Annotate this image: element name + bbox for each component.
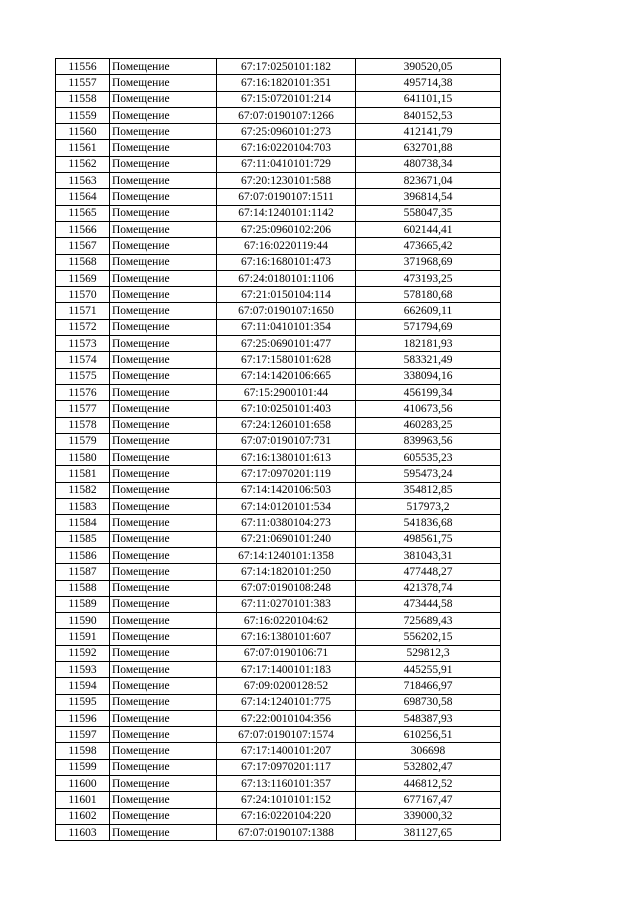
row-number-cell: 11575 xyxy=(56,368,110,384)
row-number-cell: 11603 xyxy=(56,824,110,840)
row-number-cell: 11572 xyxy=(56,319,110,335)
cadastral-value-cell: 390520,05 xyxy=(356,59,501,75)
cadastral-value-cell: 381127,65 xyxy=(356,824,501,840)
table-row xyxy=(56,482,501,498)
row-number-cell: 11566 xyxy=(56,221,110,237)
table-row xyxy=(56,629,501,645)
cadastral-value-cell: 306698 xyxy=(356,743,501,759)
row-number-cell: 11557 xyxy=(56,75,110,91)
row-number-cell: 11593 xyxy=(56,661,110,677)
cadastral-number-cell: 67:11:0270101:383 xyxy=(217,596,356,612)
table-row xyxy=(56,515,501,531)
table-row xyxy=(56,189,501,205)
cadastral-value-cell: 578180,68 xyxy=(356,287,501,303)
cadastral-value-cell: 498561,75 xyxy=(356,531,501,547)
cadastral-number-cell: 67:14:1420106:665 xyxy=(217,368,356,384)
cadastral-number-cell: 67:17:1400101:183 xyxy=(217,661,356,677)
object-type-cell: Помещение xyxy=(110,205,217,221)
cadastral-number-cell: 67:16:1380101:613 xyxy=(217,450,356,466)
table-row xyxy=(56,124,501,140)
table-row xyxy=(56,450,501,466)
object-type-cell: Помещение xyxy=(110,173,217,189)
row-number-cell: 11571 xyxy=(56,303,110,319)
cadastral-value-cell: 338094,16 xyxy=(356,368,501,384)
cadastral-value-cell: 602144,41 xyxy=(356,221,501,237)
object-type-cell: Помещение xyxy=(110,678,217,694)
table-row xyxy=(56,173,501,189)
cadastral-number-cell: 67:14:1240101:775 xyxy=(217,694,356,710)
cadastral-number-cell: 67:21:0690101:240 xyxy=(217,531,356,547)
cadastral-number-cell: 67:22:0010104:356 xyxy=(217,710,356,726)
object-type-cell: Помещение xyxy=(110,824,217,840)
cadastral-value-cell: 548387,93 xyxy=(356,710,501,726)
row-number-cell: 11562 xyxy=(56,156,110,172)
cadastral-number-cell: 67:13:1160101:357 xyxy=(217,776,356,792)
object-type-cell: Помещение xyxy=(110,499,217,515)
table-row xyxy=(56,352,501,368)
row-number-cell: 11565 xyxy=(56,205,110,221)
row-number-cell: 11590 xyxy=(56,613,110,629)
row-number-cell: 11574 xyxy=(56,352,110,368)
cadastral-value-cell: 412141,79 xyxy=(356,124,501,140)
cadastral-number-cell: 67:07:0190107:731 xyxy=(217,433,356,449)
cadastral-number-cell: 67:16:0220119:44 xyxy=(217,238,356,254)
table-row xyxy=(56,661,501,677)
table-row xyxy=(56,727,501,743)
cadastral-number-cell: 67:10:0250101:403 xyxy=(217,401,356,417)
table-row xyxy=(56,59,501,75)
cadastral-number-cell: 67:09:0200128:52 xyxy=(217,678,356,694)
cadastral-value-cell: 605535,23 xyxy=(356,450,501,466)
table-row xyxy=(56,417,501,433)
object-type-cell: Помещение xyxy=(110,564,217,580)
object-type-cell: Помещение xyxy=(110,629,217,645)
table-row xyxy=(56,205,501,221)
row-number-cell: 11594 xyxy=(56,678,110,694)
row-number-cell: 11597 xyxy=(56,727,110,743)
row-number-cell: 11583 xyxy=(56,499,110,515)
cadastral-number-cell: 67:07:0190107:1388 xyxy=(217,824,356,840)
cadastral-value-cell: 473193,25 xyxy=(356,270,501,286)
table-row xyxy=(56,238,501,254)
row-number-cell: 11564 xyxy=(56,189,110,205)
table-row xyxy=(56,645,501,661)
object-type-cell: Помещение xyxy=(110,531,217,547)
object-type-cell: Помещение xyxy=(110,75,217,91)
cadastral-number-cell: 67:07:0190107:1266 xyxy=(217,107,356,123)
cadastral-number-cell: 67:21:0150104:114 xyxy=(217,287,356,303)
object-type-cell: Помещение xyxy=(110,759,217,775)
table-row xyxy=(56,384,501,400)
cadastral-value-cell: 556202,15 xyxy=(356,629,501,645)
object-type-cell: Помещение xyxy=(110,808,217,824)
cadastral-number-cell: 67:07:0190106:71 xyxy=(217,645,356,661)
row-number-cell: 11559 xyxy=(56,107,110,123)
object-type-cell: Помещение xyxy=(110,401,217,417)
object-type-cell: Помещение xyxy=(110,368,217,384)
cadastral-value-cell: 339000,32 xyxy=(356,808,501,824)
object-type-cell: Помещение xyxy=(110,254,217,270)
object-type-cell: Помещение xyxy=(110,91,217,107)
cadastral-value-cell: 477448,27 xyxy=(356,564,501,580)
object-type-cell: Помещение xyxy=(110,336,217,352)
row-number-cell: 11598 xyxy=(56,743,110,759)
row-number-cell: 11573 xyxy=(56,336,110,352)
object-type-cell: Помещение xyxy=(110,417,217,433)
cadastral-number-cell: 67:25:0690101:477 xyxy=(217,336,356,352)
row-number-cell: 11582 xyxy=(56,482,110,498)
object-type-cell: Помещение xyxy=(110,450,217,466)
row-number-cell: 11587 xyxy=(56,564,110,580)
cadastral-value-cell: 381043,31 xyxy=(356,547,501,563)
cadastral-number-cell: 67:17:0250101:182 xyxy=(217,59,356,75)
cadastral-number-cell: 67:11:0410101:729 xyxy=(217,156,356,172)
cadastral-number-cell: 67:07:0190108:248 xyxy=(217,580,356,596)
table-row xyxy=(56,547,501,563)
table-row xyxy=(56,336,501,352)
row-number-cell: 11576 xyxy=(56,384,110,400)
table-row xyxy=(56,694,501,710)
row-number-cell: 11599 xyxy=(56,759,110,775)
object-type-cell: Помещение xyxy=(110,645,217,661)
row-number-cell: 11600 xyxy=(56,776,110,792)
cadastral-value-cell: 725689,43 xyxy=(356,613,501,629)
table-row xyxy=(56,499,501,515)
object-type-cell: Помещение xyxy=(110,792,217,808)
object-type-cell: Помещение xyxy=(110,515,217,531)
table-row xyxy=(56,156,501,172)
object-type-cell: Помещение xyxy=(110,352,217,368)
object-type-cell: Помещение xyxy=(110,189,217,205)
row-number-cell: 11581 xyxy=(56,466,110,482)
table-row xyxy=(56,710,501,726)
row-number-cell: 11570 xyxy=(56,287,110,303)
object-type-cell: Помещение xyxy=(110,710,217,726)
cadastral-value-cell: 840152,53 xyxy=(356,107,501,123)
cadastral-value-cell: 541836,68 xyxy=(356,515,501,531)
cadastral-number-cell: 67:07:0190107:1650 xyxy=(217,303,356,319)
cadastral-number-cell: 67:24:1010101:152 xyxy=(217,792,356,808)
table-row xyxy=(56,776,501,792)
table-row xyxy=(56,75,501,91)
cadastral-number-cell: 67:16:1380101:607 xyxy=(217,629,356,645)
cadastral-number-cell: 67:25:0960102:206 xyxy=(217,221,356,237)
table-row xyxy=(56,531,501,547)
row-number-cell: 11591 xyxy=(56,629,110,645)
cadastral-value-cell: 558047,35 xyxy=(356,205,501,221)
object-type-cell: Помещение xyxy=(110,156,217,172)
table-row xyxy=(56,270,501,286)
cadastral-value-cell: 823671,04 xyxy=(356,173,501,189)
row-number-cell: 11589 xyxy=(56,596,110,612)
cadastral-number-cell: 67:20:1230101:588 xyxy=(217,173,356,189)
cadastral-number-cell: 67:14:1240101:1358 xyxy=(217,547,356,563)
cadastral-value-cell: 698730,58 xyxy=(356,694,501,710)
cadastral-value-cell: 529812,3 xyxy=(356,645,501,661)
cadastral-value-cell: 610256,51 xyxy=(356,727,501,743)
object-type-cell: Помещение xyxy=(110,776,217,792)
table-row xyxy=(56,824,501,840)
cadastral-value-cell: 446812,52 xyxy=(356,776,501,792)
object-type-cell: Помещение xyxy=(110,433,217,449)
cadastral-number-cell: 67:25:0960101:273 xyxy=(217,124,356,140)
cadastral-value-cell: 460283,25 xyxy=(356,417,501,433)
cadastral-number-cell: 67:14:1820101:250 xyxy=(217,564,356,580)
cadastral-value-cell: 371968,69 xyxy=(356,254,501,270)
cadastral-value-cell: 583321,49 xyxy=(356,352,501,368)
table-row xyxy=(56,433,501,449)
cadastral-value-cell: 445255,91 xyxy=(356,661,501,677)
cadastral-value-cell: 480738,34 xyxy=(356,156,501,172)
cadastral-number-cell: 67:15:2900101:44 xyxy=(217,384,356,400)
row-number-cell: 11556 xyxy=(56,59,110,75)
cadastral-value-cell: 421378,74 xyxy=(356,580,501,596)
cadastral-number-cell: 67:16:0220104:703 xyxy=(217,140,356,156)
table-row xyxy=(56,613,501,629)
table-body xyxy=(56,59,501,841)
cadastral-value-cell: 641101,15 xyxy=(356,91,501,107)
table-row xyxy=(56,319,501,335)
row-number-cell: 11578 xyxy=(56,417,110,433)
cadastral-number-cell: 67:17:0970201:117 xyxy=(217,759,356,775)
row-number-cell: 11585 xyxy=(56,531,110,547)
row-number-cell: 11561 xyxy=(56,140,110,156)
cadastral-value-cell: 632701,88 xyxy=(356,140,501,156)
table-row xyxy=(56,303,501,319)
cadastral-number-cell: 67:16:0220104:62 xyxy=(217,613,356,629)
cadastral-value-cell: 456199,34 xyxy=(356,384,501,400)
row-number-cell: 11568 xyxy=(56,254,110,270)
object-type-cell: Помещение xyxy=(110,287,217,303)
cadastral-number-cell: 67:16:1820101:351 xyxy=(217,75,356,91)
table-row xyxy=(56,792,501,808)
cadastral-value-cell: 182181,93 xyxy=(356,336,501,352)
table-row xyxy=(56,140,501,156)
row-number-cell: 11567 xyxy=(56,238,110,254)
cadastral-value-cell: 662609,11 xyxy=(356,303,501,319)
cadastral-number-cell: 67:17:0970201:119 xyxy=(217,466,356,482)
row-number-cell: 11588 xyxy=(56,580,110,596)
row-number-cell: 11592 xyxy=(56,645,110,661)
object-type-cell: Помещение xyxy=(110,466,217,482)
table-row xyxy=(56,564,501,580)
table-row xyxy=(56,287,501,303)
table-row xyxy=(56,91,501,107)
object-type-cell: Помещение xyxy=(110,140,217,156)
object-type-cell: Помещение xyxy=(110,124,217,140)
object-type-cell: Помещение xyxy=(110,743,217,759)
cadastral-value-cell: 839963,56 xyxy=(356,433,501,449)
object-type-cell: Помещение xyxy=(110,596,217,612)
cadastral-value-cell: 354812,85 xyxy=(356,482,501,498)
object-type-cell: Помещение xyxy=(110,384,217,400)
row-number-cell: 11584 xyxy=(56,515,110,531)
cadastral-number-cell: 67:24:1260101:658 xyxy=(217,417,356,433)
cadastral-number-cell: 67:16:0220104:220 xyxy=(217,808,356,824)
cadastral-number-cell: 67:17:1580101:628 xyxy=(217,352,356,368)
object-type-cell: Помещение xyxy=(110,727,217,743)
row-number-cell: 11596 xyxy=(56,710,110,726)
cadastral-value-cell: 532802,47 xyxy=(356,759,501,775)
cadastral-value-cell: 473444,58 xyxy=(356,596,501,612)
row-number-cell: 11560 xyxy=(56,124,110,140)
cadastral-number-cell: 67:17:1400101:207 xyxy=(217,743,356,759)
row-number-cell: 11580 xyxy=(56,450,110,466)
table-row xyxy=(56,759,501,775)
cadastral-number-cell: 67:16:1680101:473 xyxy=(217,254,356,270)
object-type-cell: Помещение xyxy=(110,303,217,319)
cadastral-number-cell: 67:11:0410101:354 xyxy=(217,319,356,335)
table-row xyxy=(56,678,501,694)
row-number-cell: 11569 xyxy=(56,270,110,286)
row-number-cell: 11577 xyxy=(56,401,110,417)
table-row xyxy=(56,743,501,759)
table-row xyxy=(56,466,501,482)
object-type-cell: Помещение xyxy=(110,107,217,123)
object-type-cell: Помещение xyxy=(110,580,217,596)
cadastral-value-cell: 571794,69 xyxy=(356,319,501,335)
table-row xyxy=(56,808,501,824)
row-number-cell: 11595 xyxy=(56,694,110,710)
cadastral-number-cell: 67:11:0380104:273 xyxy=(217,515,356,531)
table-row xyxy=(56,596,501,612)
cadastral-value-cell: 396814,54 xyxy=(356,189,501,205)
object-type-cell: Помещение xyxy=(110,661,217,677)
row-number-cell: 11558 xyxy=(56,91,110,107)
object-type-cell: Помещение xyxy=(110,613,217,629)
cadastral-value-cell: 495714,38 xyxy=(356,75,501,91)
cadastral-value-cell: 677167,47 xyxy=(356,792,501,808)
table-row xyxy=(56,221,501,237)
cadastral-number-cell: 67:14:0120101:534 xyxy=(217,499,356,515)
cadastral-number-cell: 67:15:0720101:214 xyxy=(217,91,356,107)
object-type-cell: Помещение xyxy=(110,270,217,286)
cadastral-number-cell: 67:07:0190107:1511 xyxy=(217,189,356,205)
cadastral-value-cell: 517973,2 xyxy=(356,499,501,515)
table-row xyxy=(56,401,501,417)
table-row xyxy=(56,254,501,270)
object-type-cell: Помещение xyxy=(110,482,217,498)
cadastral-value-cell: 410673,56 xyxy=(356,401,501,417)
cadastral-number-cell: 67:14:1420106:503 xyxy=(217,482,356,498)
row-number-cell: 11586 xyxy=(56,547,110,563)
cadastral-value-cell: 595473,24 xyxy=(356,466,501,482)
cadastral-value-table xyxy=(55,58,501,841)
table-row xyxy=(56,368,501,384)
object-type-cell: Помещение xyxy=(110,694,217,710)
object-type-cell: Помещение xyxy=(110,59,217,75)
row-number-cell: 11563 xyxy=(56,173,110,189)
cadastral-value-cell: 718466,97 xyxy=(356,678,501,694)
cadastral-value-cell: 473665,42 xyxy=(356,238,501,254)
cadastral-number-cell: 67:07:0190107:1574 xyxy=(217,727,356,743)
table-row xyxy=(56,580,501,596)
object-type-cell: Помещение xyxy=(110,238,217,254)
row-number-cell: 11601 xyxy=(56,792,110,808)
row-number-cell: 11602 xyxy=(56,808,110,824)
table-row xyxy=(56,107,501,123)
object-type-cell: Помещение xyxy=(110,221,217,237)
object-type-cell: Помещение xyxy=(110,547,217,563)
cadastral-number-cell: 67:14:1240101:1142 xyxy=(217,205,356,221)
row-number-cell: 11579 xyxy=(56,433,110,449)
object-type-cell: Помещение xyxy=(110,319,217,335)
cadastral-number-cell: 67:24:0180101:1106 xyxy=(217,270,356,286)
